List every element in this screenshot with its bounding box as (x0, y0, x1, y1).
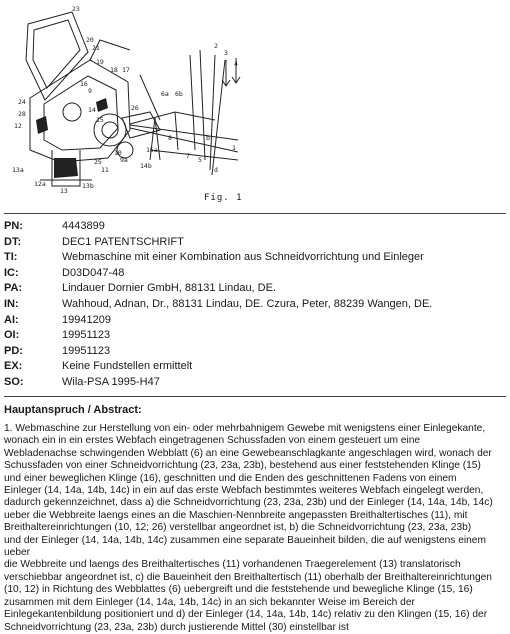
ref-label: 6a (161, 90, 169, 98)
abstract-line: Webladenachse schwingenden Webblatt (6) an eine Gewebeanschlagkante angeschlagen wird, wonach der (4, 447, 492, 459)
ref-label: 26 (131, 104, 139, 112)
figure-caption: Fig. 1 (204, 193, 243, 203)
abstract-line: und einer beweglichen Klinge (16), geschnitten und die Enden des geschnittenen Fadens von einem (4, 472, 457, 484)
field-row-oi (4, 328, 506, 344)
field-row-pd (4, 344, 506, 360)
ref-label: 6b (175, 90, 183, 98)
abstract-line: dadurch gekennzeichnet, dass a) die Schneidvorrichtung (23, 23a, 23b) und der Einleger (14, 14a, 14b, 14c) (4, 497, 493, 509)
ref-label: b (206, 134, 210, 142)
field-row-ti (4, 250, 506, 266)
patent-drawing (0, 0, 510, 210)
bibliographic-fields (4, 219, 506, 391)
field-label: PD: (4, 344, 23, 357)
field-value: Wahhoud, Adnan, Dr., 88131 Lindau, DE. Czura, Peter, 88239 Wangen, DE. (62, 297, 433, 310)
ref-label: 14 (88, 106, 96, 114)
abstract-line: die Webbreite und laengs des Breithaltertisches (11) vorhandenen Traegerelement (13) translatorisch (4, 559, 461, 571)
ref-label: d (214, 166, 218, 174)
divider-top (4, 213, 506, 214)
field-value: 4443899 (62, 220, 105, 232)
abstract-line: Schussfaden von einer Schneidvorrichtung (23, 23a, 23b), bestehend aus einer feststehenden Klinge (15) (4, 460, 481, 472)
field-value: Wila-PSA 1995-H47 (62, 375, 160, 388)
ref-label: 12a (34, 180, 46, 188)
field-row-pa (4, 281, 506, 297)
ref-label: 23 (72, 5, 80, 13)
field-label: SO: (4, 375, 24, 388)
field-row-ai (4, 313, 506, 329)
field-value: Keine Fundstellen ermittelt (62, 360, 193, 373)
field-value: 19951123 (62, 329, 111, 342)
field-row-so (4, 375, 506, 391)
ref-label: 2 (214, 42, 218, 50)
abstract-line: und der Einleger (14, 14a, 14b, 14c) zusammen eine separate Baueinheit bilden, die auf wenigstens einem ueber (4, 534, 486, 559)
abstract-title: Hauptanspruch / Abstract: (4, 404, 142, 416)
field-value: Lindauer Dornier GmbH, 88131 Lindau, DE. (62, 282, 277, 295)
field-row-dt (4, 235, 506, 251)
field-label: TI: (4, 251, 18, 264)
ref-label: 13b (82, 182, 94, 190)
field-label: AI: (4, 313, 19, 326)
field-row-in (4, 297, 506, 313)
abstract-line: Breithaltereinrichtungen (10, 12; 26) verstellbar angeordnet ist, b) die Schneidvorrichtung (23, 23a, 23b) (4, 522, 472, 534)
ref-label: 15a (146, 146, 158, 154)
abstract-line: Schneidvorrichtung (23, 23a, 23b) durch justierende Mittel (30) einstellbar ist (4, 621, 349, 633)
field-label: OI: (4, 329, 20, 342)
field-value: Webmaschine mit einer Kombination aus Schneidvorrichtung und Einleger (62, 251, 424, 264)
field-label: IN: (4, 297, 19, 310)
ref-label: 11 (101, 166, 109, 174)
field-label: PA: (4, 282, 23, 295)
field-label: PN: (4, 220, 23, 232)
ref-label: 24 (18, 98, 26, 106)
abstract-line: verschiebbar angeordnet ist, c) die Baueinheit den Breithaltertisch (11) oberhalb der Breithaltereinrichtungen (4, 571, 492, 583)
ref-label: 13a (12, 166, 24, 174)
field-row-pn (4, 219, 506, 235)
field-row-ic (4, 266, 506, 282)
ref-label: 13 (60, 187, 68, 195)
abstract-text (4, 423, 506, 634)
ref-label: 9 (88, 87, 92, 95)
abstract-line: 1. Webmaschine zur Herstellung von ein- oder mehrbahnigem Gewebe mit wenigstens einer Einlegekante, (4, 423, 486, 434)
field-label: IC: (4, 266, 19, 279)
abstract-line: Einlegekantenbildung positioniert und d) der Einleger (14, 14a, 14b, 14c) relativ zu den Klingen (15, 16) der (4, 609, 488, 621)
ref-label: 18 (110, 66, 118, 74)
ref-label: 19 (96, 58, 104, 66)
abstract-line: zusammen mit dem Einleger (14, 14a, 14b, 14c) in an sich bekannter Weise im Bereich der (4, 596, 415, 608)
ref-label: 3 (224, 49, 228, 57)
divider-bottom (4, 396, 506, 397)
ref-label: 12 (14, 122, 22, 130)
ref-label: 14b (140, 162, 152, 170)
abstract-line: wonach ein in ein erstes Webfach eingetragenen Schussfaden von einem gesteuert um eine (4, 435, 421, 447)
patent-figure (0, 0, 510, 210)
abstract-line: (10, 12) in Richtung des Webblattes (6) uebergreift und die feststehende und bewegliche Klinge (15, 16) (4, 584, 473, 596)
ref-label: 16 (80, 80, 88, 88)
ref-label: 21 (92, 44, 100, 52)
ref-label: 4 (234, 60, 238, 68)
abstract-line: Einleger (14, 14a, 14b, 14c) in ein auf das erste Webfach bestimmtes weiteres Webfach eingelegt werden, (4, 485, 484, 497)
field-value: 19951123 (62, 344, 111, 357)
ref-label: 9a (120, 156, 128, 164)
ref-label: 7 (186, 152, 190, 160)
ref-label: 25 (94, 158, 102, 166)
ref-label: 15 (96, 116, 104, 124)
field-label: EX: (4, 360, 23, 373)
figure-reference-numbers (12, 5, 238, 195)
field-value: DEC1 PATENTSCHRIFT (62, 235, 184, 248)
ref-label: 20 (86, 36, 94, 44)
ref-label: 28 (18, 110, 26, 118)
field-row-ex (4, 359, 506, 375)
ref-label: 10 (114, 149, 122, 157)
ref-label: 17 (122, 66, 130, 74)
field-label: DT: (4, 235, 22, 248)
ref-label: 8 (168, 134, 172, 142)
abstract-line: ueber die Webbreite laengs eines an die Maschien-Nennbreite angepassten Breithaltertisches (11), mit (4, 509, 468, 521)
field-value: D03D047-48 (62, 266, 125, 279)
ref-label: 1 (232, 144, 236, 152)
field-value: 19941209 (62, 313, 111, 326)
ref-label: 5 (198, 156, 202, 164)
